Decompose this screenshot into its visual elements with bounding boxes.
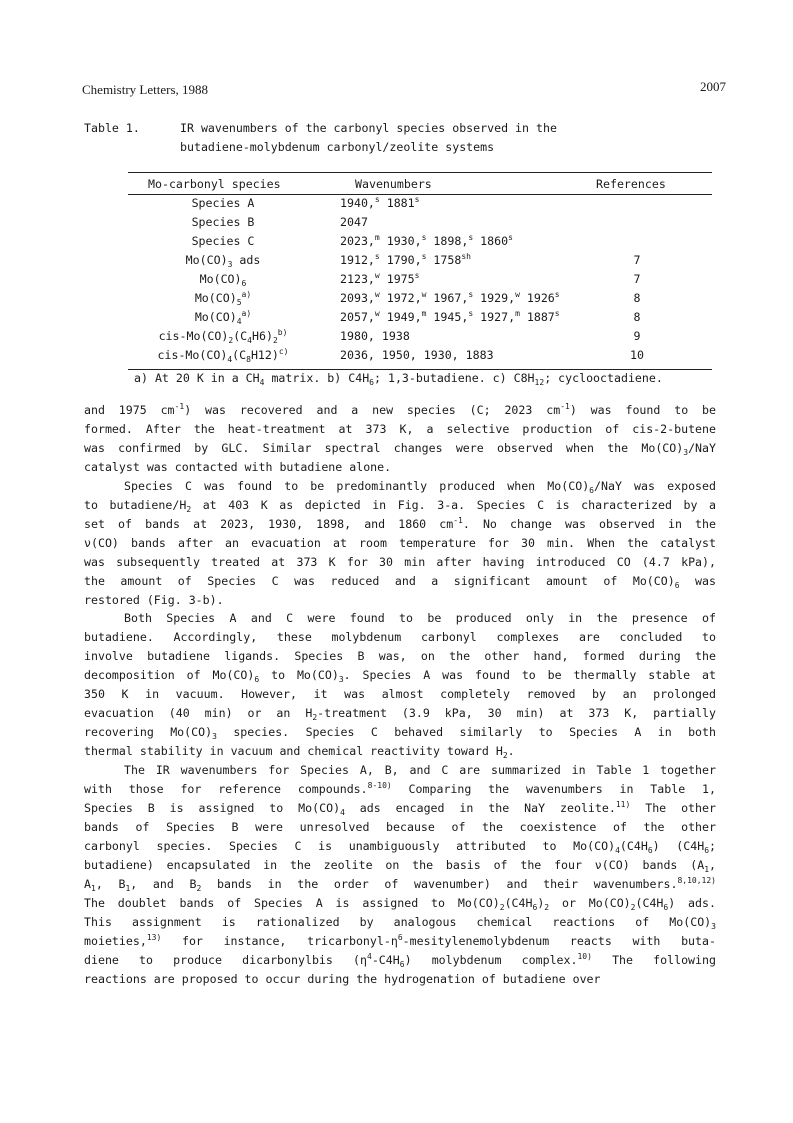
journal-header: Chemistry Letters, 1988 [82, 82, 209, 97]
table-caption-line-1: IR wavenumbers of the carbonyl species observed in the [180, 121, 557, 135]
body-line: set of bands at 2023, 1930, 1898, and 1860 $cm^{-1}$. No change was observed in the [84, 515, 716, 531]
body-line: The doublet bands of Species A is assigned to $Mo(CO)_2(C4H_6)_2$ or $Mo(CO)_2(C4H_6)$ ads. [84, 895, 716, 912]
table-row [0, 234, 793, 253]
body-text [84, 401, 716, 989]
col-header-species: Mo-carbonyl species [148, 177, 281, 191]
body-line: the amount of Species C was reduced and a significant amount of $Mo(CO)_6$ was [84, 573, 716, 590]
body-line: This assignment is rationalized by analogous chemical reactions of $Mo(CO)_3$ [84, 914, 716, 931]
reference-cell: 7 [633, 272, 641, 286]
body-line: diene to produce dicarbonylbis $(\eta^4-C4H_6)$ molybdenum complex.$^{10)}$ The following [84, 951, 716, 969]
col-header-wavenumbers: Wavenumbers [355, 177, 432, 191]
table-row [0, 215, 793, 234]
species-cell: $Mo(CO)_5^{a)}$ [194, 290, 252, 307]
body-line: bands of Species B were unresolved because of the coexistence of the other [84, 819, 716, 834]
wavenumbers-cell: 2023,$^m$ 1930,$^s$ 1898,$^s$ 1860$^s$ [340, 233, 513, 248]
wavenumbers-cell: 2047 [340, 215, 368, 229]
body-line: butadiene) encapsulated in the zeolite on the basis of the four ν(CO) bands ($A_1$, [84, 857, 716, 874]
body-line: ν(CO) bands after an evacuation at room temperature for 30 min. When the catalyst [84, 535, 716, 550]
body-line: restored (Fig. 3-b). [84, 592, 224, 607]
species-cell: Species C [191, 234, 255, 248]
body-line: Species C was found to be predominantly produced when $Mo(CO)_6$/NaY was exposed [124, 478, 716, 495]
body-line: thermal stability in vacuum and chemical reactivity toward $H_2$. [84, 744, 515, 761]
table-row [0, 329, 793, 348]
table-row [0, 310, 793, 329]
wavenumbers-cell: 2123,$^w$ 1975$^s$ [340, 271, 420, 286]
wavenumbers-cell: 1980, 1938 [340, 329, 410, 343]
table-footnote: a) At 20 K in a $CH_4$ matrix. b) $C4H_6$; 1,3-butadiene. c) $C8H_{12}$; cyclooctadiene. [134, 371, 663, 387]
body-line: was confirmed by GLC. Similar spectral changes were observed when the $Mo(CO)_3$/NaY [84, 440, 716, 457]
body-line: reactions are proposed to occur during the hydrogenation of butadiene over [84, 971, 601, 986]
table-caption-line-2: butadiene-molybdenum carbonyl/zeolite systems [180, 140, 495, 154]
reference-cell: 9 [633, 329, 641, 343]
table-row [0, 348, 793, 367]
species-cell: $Mo(CO)_6$ [199, 272, 247, 288]
body-line: formed. After the heat-treatment at 373 K, a selective production of cis-2-butene [84, 421, 716, 436]
body-line: and 1975 $cm^{-1}$) was recovered and a new species (C; 2023 $cm^{-1}$) was found to be [84, 402, 716, 417]
reference-cell: 10 [630, 348, 644, 362]
table-row [0, 291, 793, 310]
body-line: moieties,$^{13)}$ for instance, tricarbonyl-$\eta^6$-mesitylenemolybdenum reacts with buta- [84, 932, 716, 948]
body-line: catalyst was contacted with butadiene alone. [84, 459, 392, 474]
body-line: with those for reference compounds.$^{8-10)}$ Comparing the wavenumbers in Table 1, [84, 781, 716, 797]
wavenumbers-cell: 2093,$^w$ 1972,$^w$ 1967,$^s$ 1929,$^w$ 1926$^s$ [340, 290, 560, 305]
species-cell: Species A [191, 196, 255, 210]
table-row [0, 196, 793, 215]
body-line: 350 K in vacuum. However, it was almost completely removed by an prolonged [84, 687, 716, 702]
species-cell: cis-$Mo(CO)_2(C_4H6)_2^{b)}$ [158, 328, 288, 345]
wavenumbers-cell: 1912,$^s$ 1790,$^s$ $1758^{sh}$ [340, 252, 471, 267]
table-label: Table 1. [84, 121, 140, 135]
table-row [0, 253, 793, 272]
body-line: carbonyl species. Species C is unambiguously attributed to $Mo(CO)_4(C4H_6)$ ($C4H_6$; [84, 838, 717, 855]
body-line: butadiene. Accordingly, these molybdenum carbonyl complexes are concluded to [84, 630, 716, 645]
body-line: recovering $Mo(CO)_3$ species. Species C behaved similarly to Species A in both [84, 725, 716, 742]
table-header-rule [128, 194, 712, 195]
reference-cell: 8 [633, 310, 641, 324]
wavenumbers-cell: 2036, 1950, 1930, 1883 [340, 348, 494, 362]
body-line: $A_1$, $B_1$, and $B_2$ bands in the order of wavenumber) and their wavenumbers.$^{8,10,12)}$ [84, 875, 716, 893]
body-line: Species B is assigned to $Mo(CO)_4$ ads encaged in the NaY zeolite.$^{11)}$ The other [84, 800, 716, 818]
body-line: was subsequently treated at 373 K for 30 min after having introduced CO (4.7 kPa), [84, 554, 716, 569]
wavenumbers-cell: 2057,$^w$ 1949,$^m$ 1945,$^s$ 1927,$^m$ 1887$^s$ [340, 309, 560, 324]
species-cell: $Mo(CO)_4^{a)}$ [194, 309, 252, 326]
wavenumbers-cell: 1940,$^s$ 1881$^s$ [340, 195, 420, 210]
body-line: evacuation (40 min) or an $H_2$-treatment (3.9 kPa, 30 min) at 373 K, partially [84, 706, 717, 723]
species-cell: $Mo(CO)_3$ ads [185, 253, 261, 269]
body-line: The IR wavenumbers for Species A, B, and C are summarized in Table 1 together [124, 763, 716, 778]
body-line: to butadiene/$H_2$ at 403 K as depicted in Fig. 3-a. Species C is characterized by a [84, 497, 716, 514]
species-cell: Species B [191, 215, 255, 229]
reference-cell: 8 [633, 291, 641, 305]
table-bottom-rule [128, 369, 712, 370]
body-line: decomposition of $Mo(CO)_6$ to $Mo(CO)_3$. Species A was found to be thermally stable at [84, 668, 716, 685]
body-line: Both Species A and C were found to be produced only in the presence of [124, 611, 716, 626]
species-cell: cis-$Mo(CO)_4(C_8H12)^{c)}$ [157, 347, 289, 364]
col-header-references: References [596, 177, 666, 191]
table-top-rule [128, 172, 712, 173]
body-line: involve butadiene ligands. Species B was, on the other hand, formed during the [84, 649, 716, 664]
table-row [0, 272, 793, 291]
page-number: 2007 [700, 79, 726, 94]
reference-cell: 7 [633, 253, 641, 267]
